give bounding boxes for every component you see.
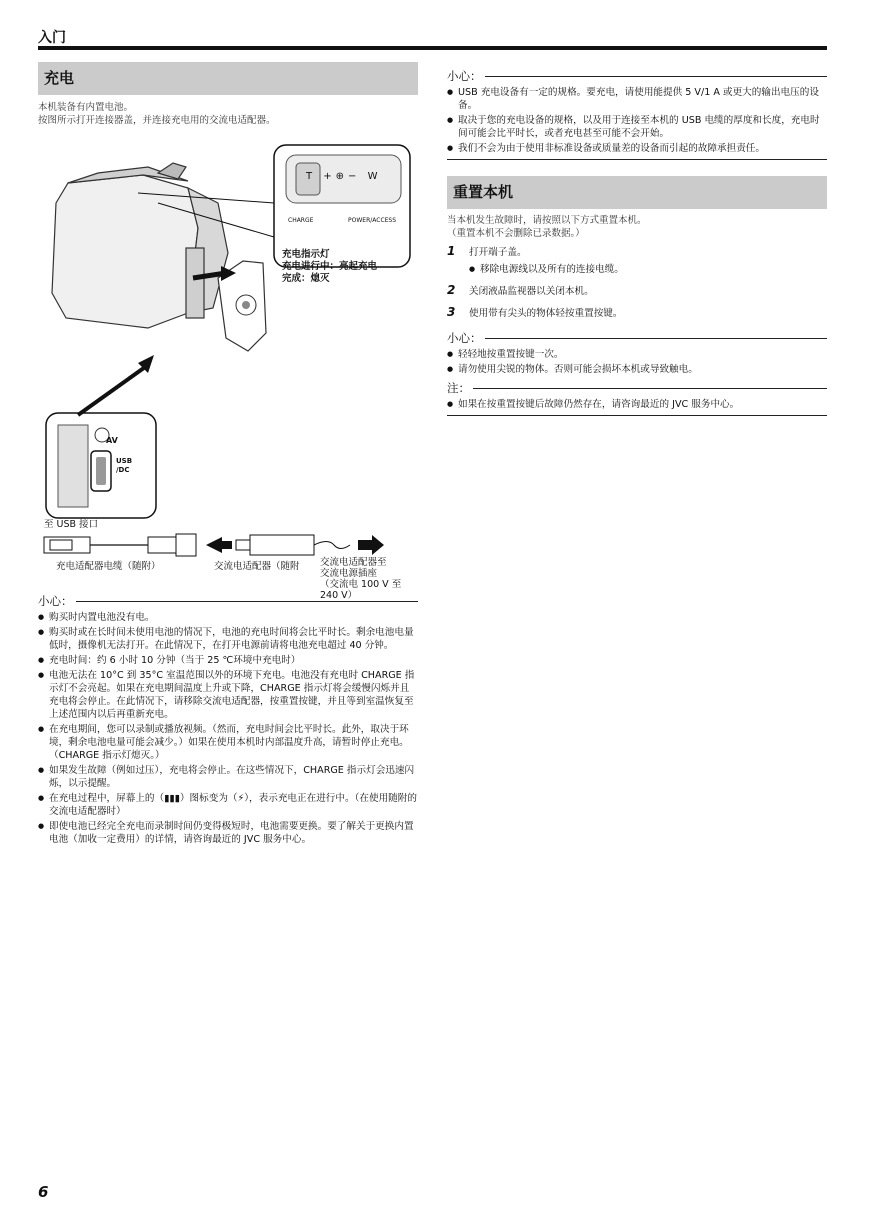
caution-heading-text: 小心： (38, 594, 73, 608)
zoom-switch-label: T +⊕− W (306, 171, 382, 182)
step-sub-list (469, 263, 827, 276)
intro-line: 按图所示打开连接器盖，并连接充电用的交流电适配器。 (38, 115, 276, 126)
reset-caution-list (447, 348, 827, 376)
usb-dc-port-label: USB /DC (116, 457, 133, 474)
step-number: 1 (447, 244, 456, 258)
av-port-label: AV (106, 436, 118, 445)
usb-caution-list (447, 86, 827, 155)
list-item: ● 如果发生故障（例如过压），充电将会停止。在这些情况下，CHARGE 指示灯会迅速闪烁，以示提醒。 (38, 764, 418, 790)
list-item: ● USB 充电设备有一定的规格。要充电，请使用能提供 5 V/1 A 或更大的输出电压的设备。 (447, 86, 827, 112)
list-item: ● 轻轻地按重置按键一次。 (447, 348, 827, 361)
intro-line: （重置本机不会删除已录数据。） (447, 228, 585, 239)
step-text: 打开端子盖。 (469, 247, 527, 258)
section-title-charging: 充电 (38, 62, 418, 95)
lamp-done: 完成：熄灭 (282, 273, 330, 284)
outlet-caption (320, 557, 401, 601)
step-text: 关闭液晶监视器以关闭本机。 (469, 286, 594, 297)
lamp-title: 充电指示灯 (282, 249, 330, 260)
list-item: ● 在充电过程中，屏幕上的（▮▮▮）图标变为（⚡），表示充电正在进行中。（在使用随附的交流电适配器时） (38, 792, 418, 818)
list-item: ● 即使电池已经完全充电而录制时间仍变得极短时，电池需要更换。要了解关于更换内置电池（加收一定费用）的详情，请咨询最近的 JVC 服务中心。 (38, 820, 418, 846)
intro-line: 本机装备有内置电池。 (38, 102, 134, 113)
heading-rule (473, 388, 827, 389)
section-end-rule (447, 415, 827, 416)
adapter-caption: 交流电适配器（随附 (214, 561, 300, 572)
lamp-in-progress: 充电进行中：亮起充电 (282, 261, 378, 272)
outlet-caption-line: 240 V） (320, 590, 358, 601)
usb-port-caption: 至 USB 接口 (44, 519, 99, 530)
charging-intro (38, 101, 418, 127)
note-heading (447, 380, 827, 396)
list-item: ● 购买时内置电池没有电。 (38, 611, 418, 624)
usb-caution-heading-text: 小心： (447, 69, 482, 83)
reset-caution-heading-text: 小心： (447, 331, 482, 345)
power-lamp-label: POWER/ACCESS (348, 217, 397, 224)
camcorder-illustration (38, 133, 418, 573)
list-item: ● 在充电期间，您可以录制或播放视频。（然而，充电时间会比平时长。此外，取决于环境，剩余电池电量可能会减少。）如果在使用本机时内部温度升高，请暂时停止充电。（CHARGE 指示灯熄灭。） (38, 723, 418, 762)
step-number: 3 (447, 305, 456, 319)
list-item: ● 如果在按重置按键后故障仍然存在，请咨询最近的 JVC 服务中心。 (447, 398, 827, 411)
list-item: ● 我们不会为由于使用非标准设备或质量差的设备而引起的故障承担责任。 (447, 142, 827, 155)
charging-section (38, 62, 418, 846)
list-item: ● 电池无法在 10°C 到 35°C 室温范围以外的环境下充电。电池没有充电时 CHARGE 指示灯不会亮起。如果在充电期间温度上升或下降，CHARGE 指示灯将会缓慢闪烁并且充电将会停止。在此情况下，请移除交流电适配器，按重置按键，并且等到室温恢复至上述范围内以后再重新充电。 (38, 669, 418, 721)
reset-caution-heading (447, 330, 827, 346)
right-column (447, 68, 827, 416)
step-item (447, 307, 827, 320)
intro-line: 当本机发生故障时，请按照以下方式重置本机。 (447, 215, 647, 226)
heading-rule (485, 76, 828, 77)
list-item: ● 购买时或在长时间未使用电池的情况下，电池的充电时间将会比平时长。剩余电池电量低时，摄像机无法打开。在此情况下，在打开电源前请将电池充电超过 40 分钟。 (38, 626, 418, 652)
list-item: ● 取决于您的充电设备的规格，以及用于连接至本机的 USB 电缆的厚度和长度，充电时间可能会比平时长，或者充电甚至可能不会开始。 (447, 114, 827, 140)
usb-caution-heading (447, 68, 827, 84)
step-text: 使用带有尖头的物体轻按重置按键。 (469, 308, 623, 319)
step-sub-item: ● 移除电源线以及所有的连接电缆。 (469, 263, 827, 276)
outlet-caption-line: 交流电源插座 (320, 568, 378, 579)
step-item (447, 246, 827, 276)
heading-rule (485, 338, 828, 339)
caution-list (38, 611, 418, 846)
list-item: ● 充电时间：约 6 小时 10 分钟（当于 25 ℃环境中充电时） (38, 654, 418, 667)
page-number: 6 (38, 1183, 49, 1201)
outlet-caption-line: （交流电 100 V 至 (320, 579, 402, 590)
section-title-reset: 重置本机 (447, 176, 827, 209)
charge-lamp-label: CHARGE (288, 217, 314, 224)
step-item (447, 285, 827, 298)
cable-caption: 充电适配器电缆（随附） (56, 561, 161, 572)
reset-intro (447, 214, 827, 240)
note-heading-text: 注： (447, 381, 470, 395)
list-item: ● 请勿使用尖锐的物体。否则可能会损坏本机或导致触电。 (447, 363, 827, 376)
chapter-rule (38, 46, 827, 50)
chapter-title: 入门 (38, 30, 66, 46)
outlet-caption-line: 交流电适配器至 (320, 557, 387, 568)
reset-steps (447, 246, 827, 320)
note-list (447, 398, 827, 411)
section-end-rule (447, 159, 827, 160)
step-number: 2 (447, 283, 456, 297)
